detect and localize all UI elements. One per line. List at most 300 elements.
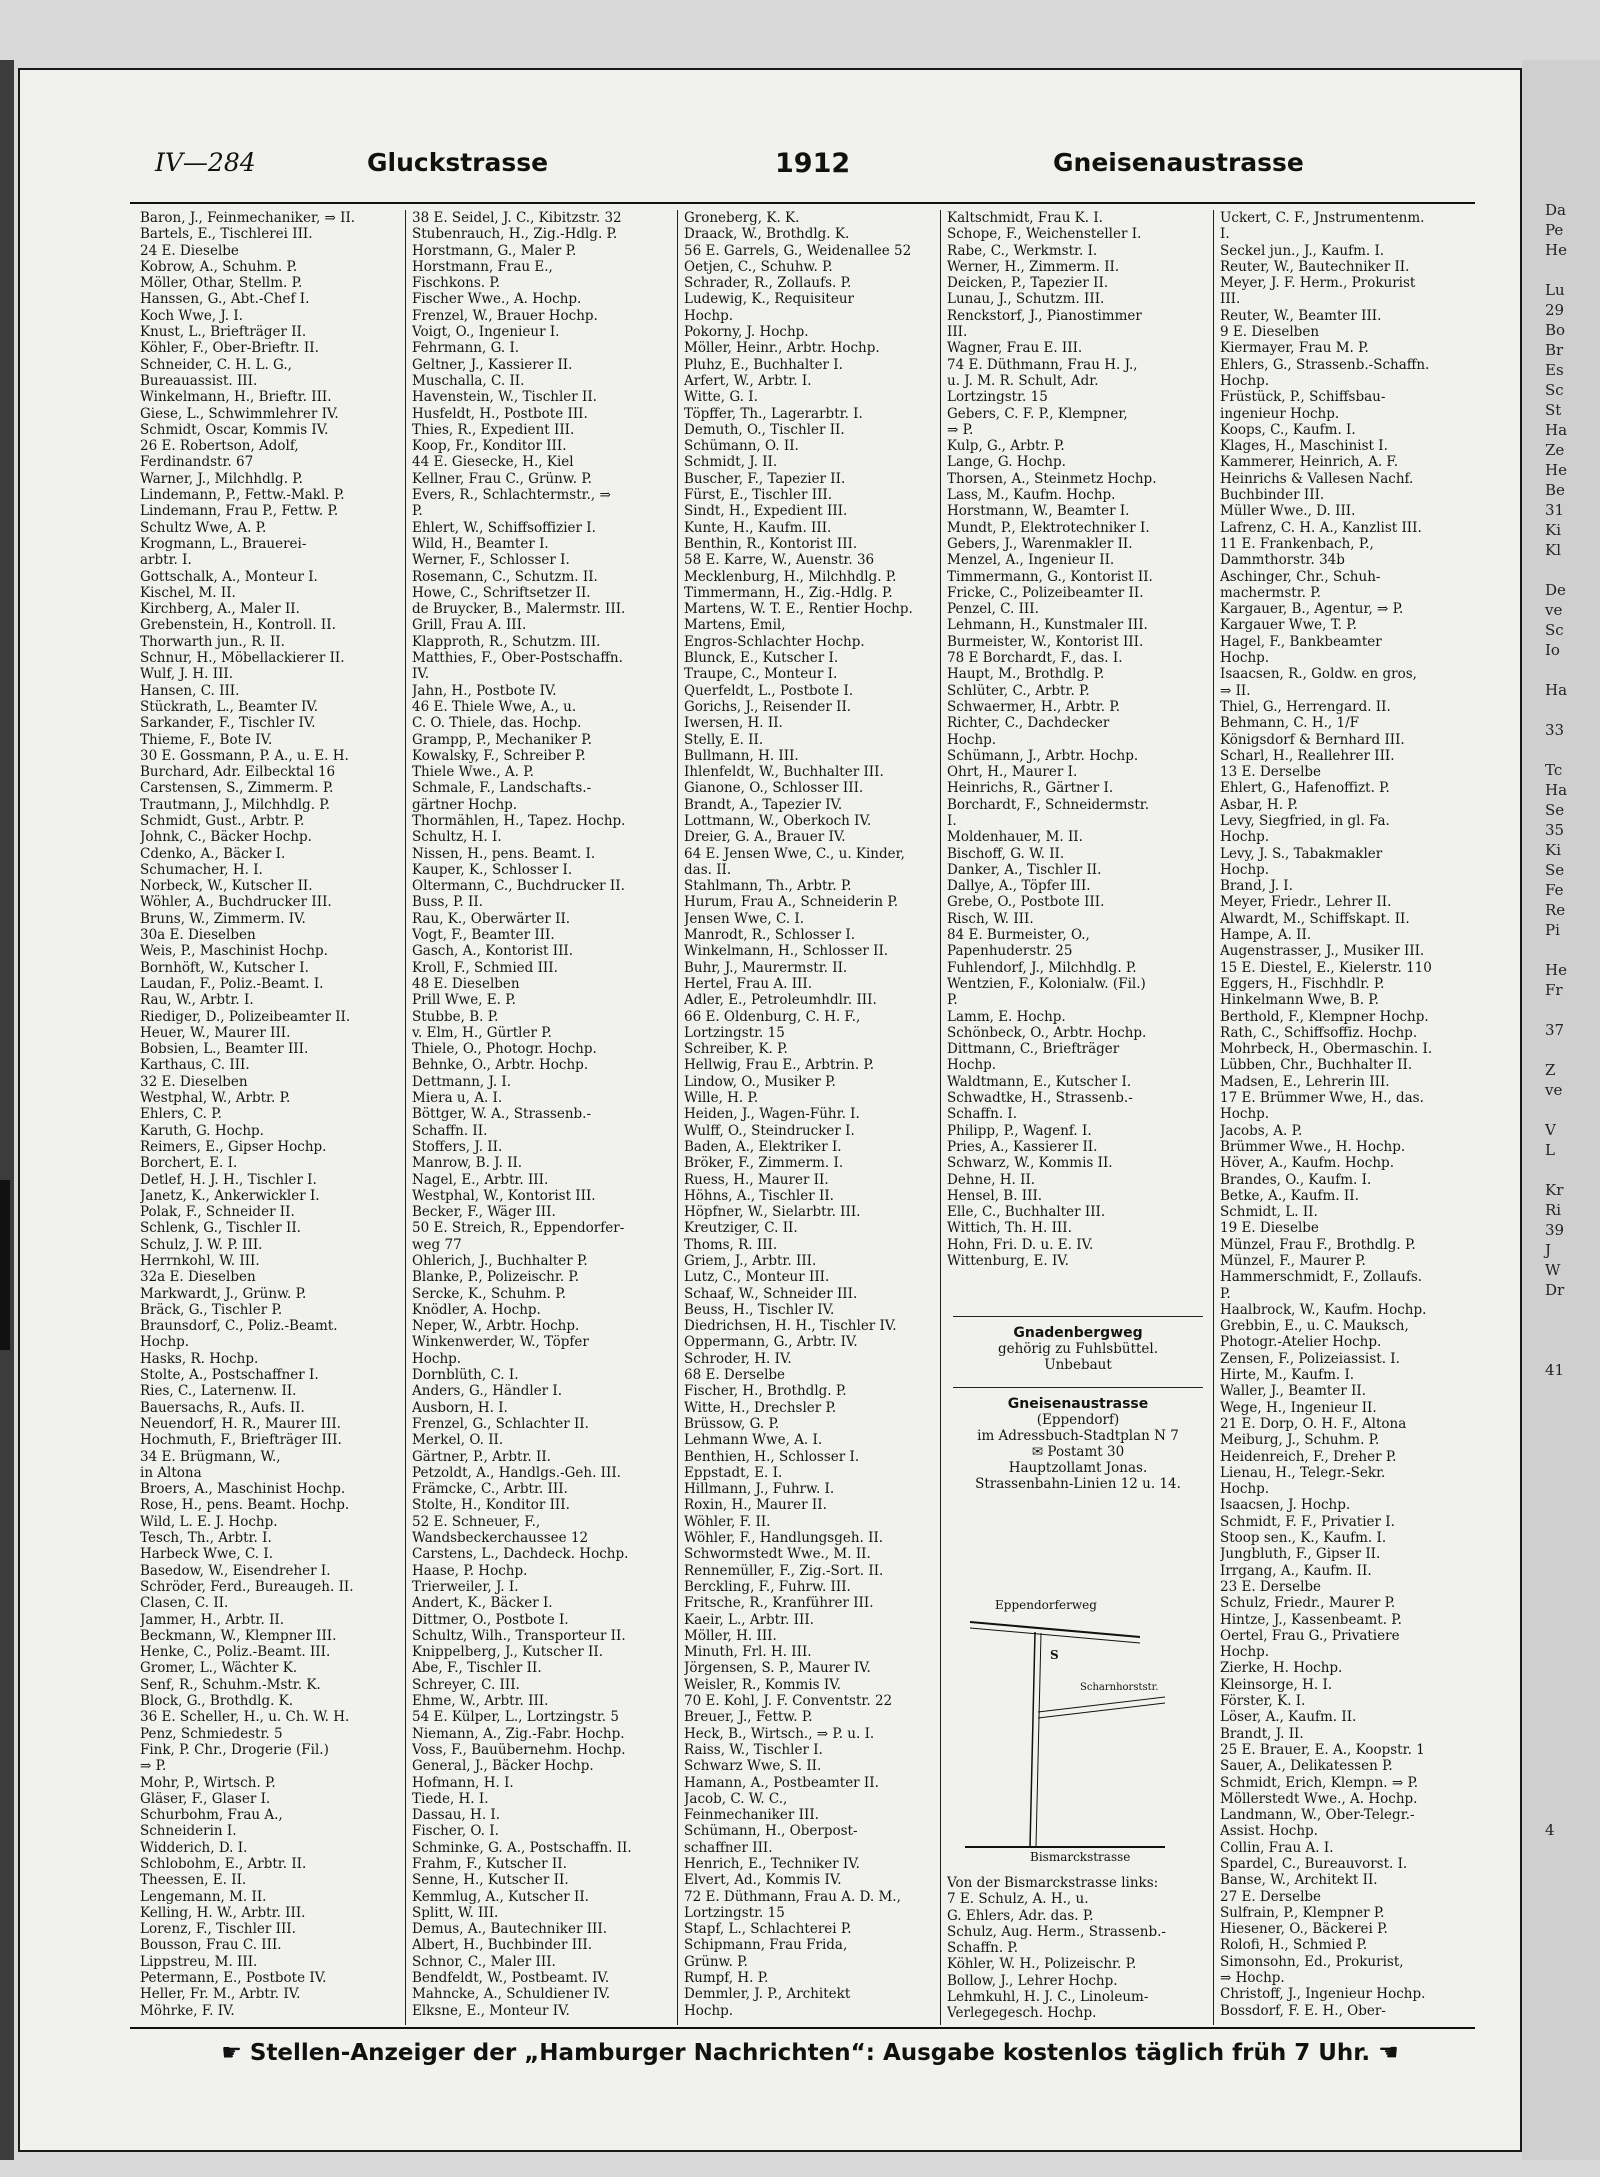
customs-office: Hauptzollamt Jonas. [1008,1460,1148,1476]
directory-entry: Timmermann, G., Kontorist II. [947,568,1153,585]
directory-entry: Klages, H., Maschinist I. [1220,438,1388,455]
directory-entry: Winkelmann, H., Brieftr. III. [140,389,332,406]
directory-entry: Prill Wwe, E. P. [412,992,516,1009]
edge-fragment [1545,1400,1600,1420]
directory-entry: Jensen Wwe, C. I. [684,910,805,927]
directory-entry: Thiele, O., Photogr. Hochp. [412,1041,597,1058]
directory-entry: Hertel, Frau A. III. [684,975,813,992]
directory-entry: Knust, L., Briefträger II. [140,324,307,341]
directory-entry: Madsen, E., Lehrerin III. [1220,1073,1390,1090]
directory-entry: Schultz, Wilh., Transporteur II. [412,1627,626,1644]
directory-entry: Hochp. [1220,829,1270,846]
directory-entry: Bureauassist. III. [140,372,258,389]
edge-fragment: Ki [1545,521,1562,539]
directory-entry: Werner, H., Zimmerm. II. [947,258,1120,275]
edge-fragment [1545,1160,1600,1180]
directory-entry: Dittmer, O., Postbote I. [412,1611,569,1628]
directory-entry: Winkenwerder, W., Töpfer [412,1334,589,1351]
edge-fragment: Bo [1545,321,1566,339]
directory-entry: Kroll, F., Schmied III. [412,959,558,976]
map-mark: S [1050,1648,1059,1662]
directory-entry: Wandsbeckerchaussee 12 [412,1530,589,1547]
directory-entry: u. J. M. R. Schult, Adr. [947,372,1099,389]
directory-entry: Albert, H., Buchbinder III. [412,1937,592,1954]
edge-fragment [1545,1540,1600,1560]
edge-fragment [1545,1640,1600,1660]
directory-entry: Pokorny, J. Hochp. [684,324,809,341]
directory-entry: Lortzingstr. 15 [947,389,1048,406]
directory-entry: Schaffn. I. [947,1106,1018,1123]
directory-entry: Dittmann, C., Briefträger [947,1041,1120,1058]
directory-entry: Anders, G., Händler I. [412,1383,563,1400]
directory-entry: Richter, C., Dachdecker [947,715,1110,732]
directory-entry: Elvert, Ad., Kommis IV. [684,1872,842,1889]
directory-entry: Elksne, E., Monteur IV. [412,2002,570,2019]
directory-entry: Pluhz, E., Buchhalter I. [684,356,843,373]
directory-entry: Heck, B., Wirtsch., ⇒ P. u. I. [684,1725,875,1742]
edge-fragment [1545,1800,1600,1820]
edge-fragment: Be [1545,481,1565,499]
edge-fragment: ve [1545,601,1563,619]
directory-entry: Ausborn, H. I. [412,1399,508,1416]
directory-entry: Wild, H., Beamter I. [412,535,549,552]
directory-entry: Braunsdorf, C., Poliz.-Beamt. [140,1318,338,1335]
directory-entry: Krogmann, L., Brauerei- [140,535,307,552]
directory-entry: 54 E. Külper, L., Lortzingstr. 5 [412,1709,619,1726]
directory-entry: Schneider, C. H. L. G., [140,356,292,373]
directory-entry: Ries, C., Laternenw. II. [140,1383,297,1400]
directory-entry: Gebers, C. F. P., Klempner, [947,405,1128,422]
directory-entry: Querfeldt, L., Postbote I. [684,682,854,699]
directory-entry: Löser, A., Kaufm. II. [1220,1709,1357,1726]
directory-entry: Hochp. [684,307,734,324]
text-line: Verlegegesch. Hochp. [947,2005,1097,2020]
edge-fragment [1545,1460,1600,1480]
edge-fragment [1545,1420,1600,1440]
directory-entry: Clasen, C. II. [140,1595,229,1612]
directory-entry: Scharl, H., Reallehrer III. [1220,747,1395,764]
directory-entry: Adler, E., Petroleumhdlr. III. [684,992,877,1009]
edge-fragment: Z [1545,1061,1556,1079]
directory-entry: Griem, J., Arbtr. III. [684,1253,817,1269]
edge-fragment: He [1545,961,1567,979]
edge-fragment [1545,1520,1600,1540]
directory-entry: Augenstrasser, J., Musiker III. [1220,943,1425,960]
directory-entry: Heinrichs, R., Gärtner I. [947,780,1114,797]
directory-entry: Detlef, H. J. H., Tischler I. [140,1171,317,1188]
directory-entry: Schnur, H., Möbellackierer II. [140,650,345,667]
directory-entry: Schumacher, H. I. [140,861,263,878]
directory-entry: Reuter, W., Beamter III. [1220,307,1382,324]
edge-fragment [1545,700,1600,720]
directory-entry: Gärtner, P., Arbtr. II. [412,1448,551,1465]
directory-entry: Mohrbeck, H., Obermaschin. I. [1220,1041,1433,1058]
edge-fragment: L [1545,1141,1555,1159]
edge-fragment [1545,1000,1600,1020]
edge-fragment [1545,1480,1600,1500]
directory-entry: Schönbeck, O., Arbtr. Hochp. [947,1024,1147,1041]
directory-entry: Müller Wwe., D. III. [1220,503,1356,520]
directory-entry: Möhrke, F. IV. [140,2002,235,2019]
directory-entry: Lutz, C., Monteur III. [684,1269,830,1286]
directory-entry: Hurum, Frau A., Schneiderin P. [684,894,899,911]
directory-entry: Königsdorf & Bernhard III. [1220,731,1405,748]
directory-entry: Kaeir, L., Arbtr. III. [684,1611,814,1628]
directory-entry: Renckstorf, J., Pianostimmer [947,307,1142,324]
directory-entry: Schwarz Wwe, S. II. [684,1758,822,1775]
directory-entry: Thorsen, A., Steinmetz Hochp. [947,470,1157,487]
column-5 [1220,210,1472,2019]
directory-entry: Zensen, F., Polizeiassist. I. [1220,1350,1400,1367]
directory-entry: Münzel, Frau F., Brothdlg. P. [1220,1236,1416,1253]
directory-entry: Harbeck Wwe, C. I. [140,1546,273,1563]
directory-entry: Sercke, K., Schuhm. P. [412,1285,566,1302]
directory-entry: Lindow, O., Musiker P. [684,1073,836,1090]
directory-entry: Schultz Wwe, A. P. [140,519,267,536]
edge-fragment: De [1545,581,1566,599]
directory-entry: Petermann, E., Postbote IV. [140,1970,327,1987]
edge-fragment: W [1545,1261,1561,1279]
directory-entry: Stubbe, B. P. [412,1008,499,1025]
directory-entry: Lehmann, H., Kunstmaler III. [947,617,1148,634]
directory-entry: Herrnkohl, W. III. [140,1253,260,1269]
directory-entry: Meiburg, J., Schuhm. P. [1220,1432,1380,1449]
directory-entry: Basedow, W., Eisendreher I. [140,1562,331,1579]
directory-entry: Fischer, O. I. [412,1823,499,1840]
edge-fragment: Se [1545,801,1565,819]
directory-entry: Deicken, P., Tapezier II. [947,275,1109,292]
directory-entry: Voss, F., Bauübernehm. Hochp. [412,1741,626,1758]
directory-entry: Lass, M., Kaufm. Hochp. [947,487,1116,504]
directory-entry: Kargauer, B., Agentur, ⇒ P. [1220,601,1404,618]
directory-entry: Dammthorstr. 34b [1220,552,1345,569]
directory-entry: Hasks, R. Hochp. [140,1350,259,1367]
directory-entry: Heidenreich, F., Dreher P. [1220,1448,1397,1465]
directory-entry: Rath, C., Schiffsoffiz. Hochp. [1220,1024,1418,1041]
directory-entry: Norbeck, W., Kutscher II. [140,878,313,895]
directory-entry: Borchardt, F., Schneidermstr. [947,796,1150,813]
street-map [960,1592,1170,1864]
directory-entry: Horstmann, G., Maler P. [412,242,577,259]
directory-entry: Thoms, R. III. [684,1236,778,1253]
edge-fragment [1545,660,1600,680]
directory-entry: Iwersen, H. II. [684,715,783,732]
directory-entry: Schmidt, L. II. [1220,1204,1318,1221]
directory-entry: Demus, A., Bautechniker III. [412,1921,607,1938]
directory-entry: Gebers, J., Warenmakler II. [947,535,1133,552]
directory-entry: Haase, P. Hochp. [412,1562,528,1579]
directory-entry: 58 E. Karre, W., Auenstr. 36 [684,552,875,569]
edge-fragment [1545,1340,1600,1360]
directory-entry: Schwadtke, H., Strassenb.- [947,1090,1133,1107]
edge-fragment: He [1545,461,1567,479]
directory-entry: v. Elm, H., Gürtler P. [412,1024,552,1041]
directory-entry: Kirchberg, A., Maler II. [140,601,300,618]
directory-entry: Schnor, C., Maler III. [412,1953,556,1970]
directory-entry: Irrgang, A., Kaufm. II. [1220,1562,1372,1579]
edge-fragment: Fe [1545,881,1564,899]
directory-entry: Behmann, C. H., 1/F [1220,715,1360,732]
edge-fragment: Da [1545,201,1566,219]
directory-entry: Isaacsen, J. Hochp. [1220,1497,1351,1514]
directory-entry: Lübben, Chr., Buchhalter II. [1220,1057,1413,1074]
directory-entry: Brandes, O., Kaufm. I. [1220,1171,1372,1188]
directory-entry: I. [1220,226,1230,243]
directory-entry: Wentzien, F., Kolonialw. (Fil.) [947,975,1146,992]
directory-entry: Höver, A., Kaufm. Hochp. [1220,1155,1394,1172]
directory-entry: Levy, Siegfried, in gl. Fa. [1220,812,1390,829]
directory-entry: Lamm, E. Hochp. [947,1008,1066,1025]
edge-fragment [1545,560,1600,580]
directory-entry: Schmale, F., Landschafts.- [412,780,592,797]
edge-fragment: Lu [1545,281,1565,299]
directory-entry: Wöhler, F., Handlungsgeh. II. [684,1530,884,1547]
directory-entry: ⇒ P. [947,421,974,438]
directory-entry: I. [947,812,957,829]
directory-entry: 50 E. Streich, R., Eppendorfer- [412,1220,625,1237]
directory-entry: Meyer, J. F. Herm., Prokurist [1220,275,1416,292]
directory-entry: Kellner, Frau C., Grünw. P. [412,470,592,487]
gnadenbergweg-note: gehörig zu Fuhlsbüttel. [997,1341,1159,1357]
directory-entry: Dreier, G. A., Brauer IV. [684,829,846,846]
directory-entry: Jungbluth, F., Gipser II. [1220,1546,1381,1563]
directory-entry: Buhr, J., Maurermstr. II. [684,959,848,976]
directory-entry: Rabe, C., Werkmstr. I. [947,242,1098,259]
directory-entry: Levy, J. S., Tabakmakler [1220,845,1383,862]
directory-entry: Höpfner, W., Sielarbtr. III. [684,1204,861,1221]
directory-entry: gärtner Hochp. [412,796,518,813]
directory-entry: Werner, F., Schlosser I. [412,552,570,569]
directory-entry: Penzel, C. III. [947,601,1039,618]
directory-entry: 72 E. Düthmann, Frau A. D. M., [684,1888,901,1905]
edge-fragment: Se [1545,861,1565,879]
directory-entry: Hirte, M., Kaufm. I. [1220,1367,1355,1384]
directory-entry: Ruess, H., Maurer II. [684,1171,829,1188]
directory-entry: Eggers, H., Fischhdlr. P. [1220,975,1385,992]
directory-entry: Wille, H. P. [684,1090,759,1107]
directory-entry: Horstmann, W., Beamter I. [947,503,1130,520]
directory-entry: Breuer, J., Fettw. P. [684,1709,813,1726]
directory-entry: Witte, G. I. [684,389,758,406]
directory-entry: Hinkelmann Wwe, B. P. [1220,992,1379,1009]
directory-entry: 30 E. Gossmann, P. A., u. E. H. [140,747,349,764]
directory-entry: 19 E. Dieselbe [1220,1220,1319,1237]
directory-entry: Raiss, W., Tischler I. [684,1741,823,1758]
directory-entry: Hammerschmidt, F., Zollaufs. [1220,1269,1423,1286]
directory-entry: Senf, R., Schuhm.-Mstr. K. [140,1676,321,1693]
edge-fragment: Sc [1545,621,1564,639]
directory-entry: Rose, H., pens. Beamt. Hochp. [140,1497,350,1514]
directory-entry: Hiesener, O., Bäckerei P. [1220,1921,1388,1938]
directory-entry: ingenieur Hochp. [1220,405,1340,422]
directory-entry: Schwaermer, H., Arbtr. P. [947,698,1121,715]
directory-entry: 24 E. Dieselbe [140,242,239,259]
directory-entry: Kischel, M. II. [140,584,236,601]
directory-entry: Möllerstedt Wwe., A. Hochp. [1220,1790,1418,1807]
directory-entry: Splitt, W. III. [412,1904,499,1921]
directory-entry: Kleinsorge, H. I. [1220,1676,1333,1693]
edge-fragment [1545,940,1600,960]
directory-entry: Alwardt, M., Schiffskapt. II. [1220,910,1410,927]
directory-entry: Schlüter, C., Arbtr. P. [947,682,1090,699]
footer-advertisement: ☛ Stellen-Anzeiger der „Hamburger Nachrichten“: Ausgabe kostenlos täglich früh 7 Uhr. ☚ [221,2040,1399,2066]
directory-entry: Sindt, H., Expedient III. [684,503,848,520]
directory-entry: Elle, C., Buchhalter III. [947,1204,1106,1221]
edge-fragment: 39 [1545,1221,1565,1239]
directory-entry: Töpffer, Th., Lagerarbtr. I. [684,405,863,422]
directory-entry: schaffner III. [684,1839,773,1856]
directory-entry: Borchert, E. I. [140,1155,238,1172]
directory-entry: Wulf, J. H. III. [140,666,234,683]
directory-entry: P. [1220,1285,1231,1302]
directory-entry: 32 E. Dieselben [140,1073,248,1090]
directory-entry: Feinmechaniker III. [684,1807,819,1824]
directory-entry: machermstr. P. [1220,584,1321,601]
directory-entry: Bruns, W., Zimmerm. IV. [140,910,306,927]
directory-entry: Wittich, Th. H. III. [947,1220,1072,1237]
edge-fragment: Pi [1545,921,1560,939]
directory-entry: Husfeldt, H., Postbote III. [412,405,588,422]
directory-entry: Schwarz, W., Kommis II. [947,1155,1113,1172]
directory-entry: 78 E Borchardt, F., das. I. [947,650,1123,667]
directory-entry: Bartels, E., Tischlerei III. [140,226,313,243]
directory-entry: Schulz, J. W. P. III. [140,1236,263,1253]
directory-entry: Grebbin, E., u. C. Mauksch, [1220,1318,1409,1335]
directory-entry: Knödler, A. Hochp. [412,1301,541,1318]
directory-entry: Koops, C., Kaufm. I. [1220,421,1356,438]
directory-entry: Buss, P. II. [412,894,483,911]
edge-fragment: Re [1545,901,1566,919]
directory-entry: Hochp. [1220,372,1270,389]
directory-entry: Hintze, J., Kassenbeamt. P. [1220,1611,1402,1628]
directory-entry: Carstens, L., Dachdeck. Hochp. [412,1546,629,1563]
directory-entry: Hochp. [412,1350,462,1367]
directory-entry: Isaacsen, R., Goldw. en gros, [1220,666,1417,683]
directory-entry: Bröker, F., Zimmerm. I. [684,1155,844,1172]
directory-entry: Roxin, H., Maurer II. [684,1497,827,1514]
directory-entry: Widderich, D. I. [140,1839,248,1856]
directory-entry: Schreiber, K. P. [684,1041,788,1058]
directory-entry: Sauer, A., Delikatessen P. [1220,1758,1393,1775]
directory-entry: Hofmann, H. I. [412,1774,514,1791]
directory-entry: Behnke, O., Arbtr. Hochp. [412,1057,589,1074]
directory-entry: Lengemann, M. II. [140,1888,267,1905]
column-divider [1213,210,1214,2025]
directory-entry: Fischkons. P. [412,275,501,292]
directory-entry: Schurbohm, Frau A., [140,1807,283,1824]
directory-entry: Photogr.-Atelier Hochp. [1220,1334,1382,1351]
directory-entry: 66 E. Oldenburg, C. H. F., [684,1008,861,1025]
directory-entry: Danker, A., Tischler II. [947,861,1102,878]
directory-entry: Heller, Fr. M., Arbtr. IV. [140,1986,301,2003]
directory-entry: Lehmann Wwe, A. I. [684,1432,823,1449]
directory-entry: Schmidt, Erich, Klempn. ⇒ P. [1220,1774,1419,1791]
directory-entry: de Bruycker, B., Malermstr. III. [412,601,626,618]
directory-entry: Schröder, Ferd., Bureaugeh. II. [140,1578,354,1595]
directory-entry: Risch, W. III. [947,910,1034,927]
edge-fragment: Ha [1545,421,1568,439]
edge-fragment: Tc [1545,761,1563,779]
directory-entry: Rau, W., Arbtr. I. [140,992,254,1009]
directory-entry: Schreyer, C. III. [412,1676,520,1693]
directory-entry: 23 E. Derselbe [1220,1578,1322,1595]
edge-fragment [1545,1680,1600,1700]
edge-fragment [1545,1740,1600,1760]
directory-entry: General, J., Bäcker Hochp. [412,1758,594,1775]
directory-entry: 30a E. Dieselben [140,927,256,944]
directory-entry: 74 E. Düthmann, Frau H. J., [947,356,1138,373]
directory-entry: 34 E. Brügmann, W., [140,1448,281,1465]
edge-fragment: Br [1545,341,1564,359]
edge-fragment: 4 [1545,1821,1555,1839]
edge-fragment: Ze [1545,441,1565,459]
directory-entry: Karuth, G. Hochp. [140,1122,264,1139]
directory-entry: Gottschalk, A., Monteur I. [140,568,318,585]
directory-entry: Schmidt, J. II. [684,454,778,471]
text-line: 7 E. Schulz, A. H., u. [947,1891,1089,1908]
directory-entry: Kauper, K., Schlosser I. [412,861,573,878]
directory-entry: Jahn, H., Postbote IV. [412,682,557,699]
directory-entry: Stückrath, L., Beamter IV. [140,698,319,715]
directory-entry: Hohn, Fri. D. u. E. IV. [947,1236,1094,1253]
footer-rule [130,2027,1475,2029]
directory-entry: Hampe, A. II. [1220,927,1312,944]
directory-entry: Voigt, O., Ingenieur I. [412,324,560,341]
directory-entry: Waller, J., Beamter II. [1220,1383,1367,1400]
directory-entry: Schulz, Friedr., Maurer P. [1220,1595,1396,1612]
directory-entry: Trautmann, J., Milchhdlg. P. [140,796,330,813]
directory-entry: Kemmlug, A., Kutscher II. [412,1888,589,1905]
directory-entry: Reuter, W., Bautechniker II. [1220,258,1410,275]
directory-entry: Stapf, L., Schlachterei P. [684,1921,852,1938]
directory-entry: Buchbinder III. [1220,487,1325,504]
directory-entry: Burmeister, W., Kontorist III. [947,633,1144,650]
directory-entry: Niemann, A., Zig.-Fabr. Hochp. [412,1725,625,1742]
directory-entry: arbtr. I. [140,552,192,569]
directory-entry: 9 E. Dieselben [1220,324,1320,341]
directory-entry: Sulfrain, P., Klempner P. [1220,1904,1385,1921]
column-2 [412,210,674,2019]
edge-fragment [1545,1600,1600,1620]
directory-entry: Aschinger, Chr., Schuh- [1220,568,1381,585]
map-label-scharnhorststr: Scharnhorststr. [1080,1682,1159,1693]
directory-entry: 36 E. Scheller, H., u. Ch. W. H. [140,1709,350,1726]
directory-entry: Banse, W., Architekt II. [1220,1872,1378,1889]
directory-entry: Stubenrauch, H., Zig.-Hdlg. P. [412,226,618,243]
directory-entry: Blanke, P., Polizeischr. P. [412,1269,580,1286]
directory-entry: Meyer, Friedr., Lehrer II. [1220,894,1392,911]
directory-entry: Brand, J. I. [1220,878,1293,895]
edge-fragment: 29 [1545,301,1565,319]
directory-entry: Jacob, C. W. C., [684,1790,788,1807]
directory-entry: Philipp, P., Wagenf. I. [947,1122,1092,1139]
directory-entry: Stelly, E. II. [684,731,764,748]
directory-entry: Hamann, A., Postbeamter II. [684,1774,879,1791]
column-divider [405,210,406,2025]
directory-entry: Jörgensen, S. P., Maurer IV. [684,1660,871,1677]
text-line: Lehmkuhl, H. J. C., Linoleum- [947,1989,1149,2006]
directory-entry: Frahm, F., Kutscher II. [412,1855,567,1872]
edge-fragment [1545,1660,1600,1680]
edge-fragment: 35 [1545,821,1565,839]
gneisenau-heading: Gneisenaustrasse [1007,1396,1149,1412]
directory-entry: Wulff, O., Steindrucker I. [684,1122,855,1139]
directory-entry: Rumpf, H. P. [684,1970,769,1987]
directory-entry: 38 E. Seidel, J. C., Kibitzstr. 32 [412,210,622,226]
adjacent-page-fragments [1545,200,1600,1840]
directory-entry: Schope, F., Weichensteller I. [947,226,1142,243]
edge-fragment [1545,1620,1600,1640]
